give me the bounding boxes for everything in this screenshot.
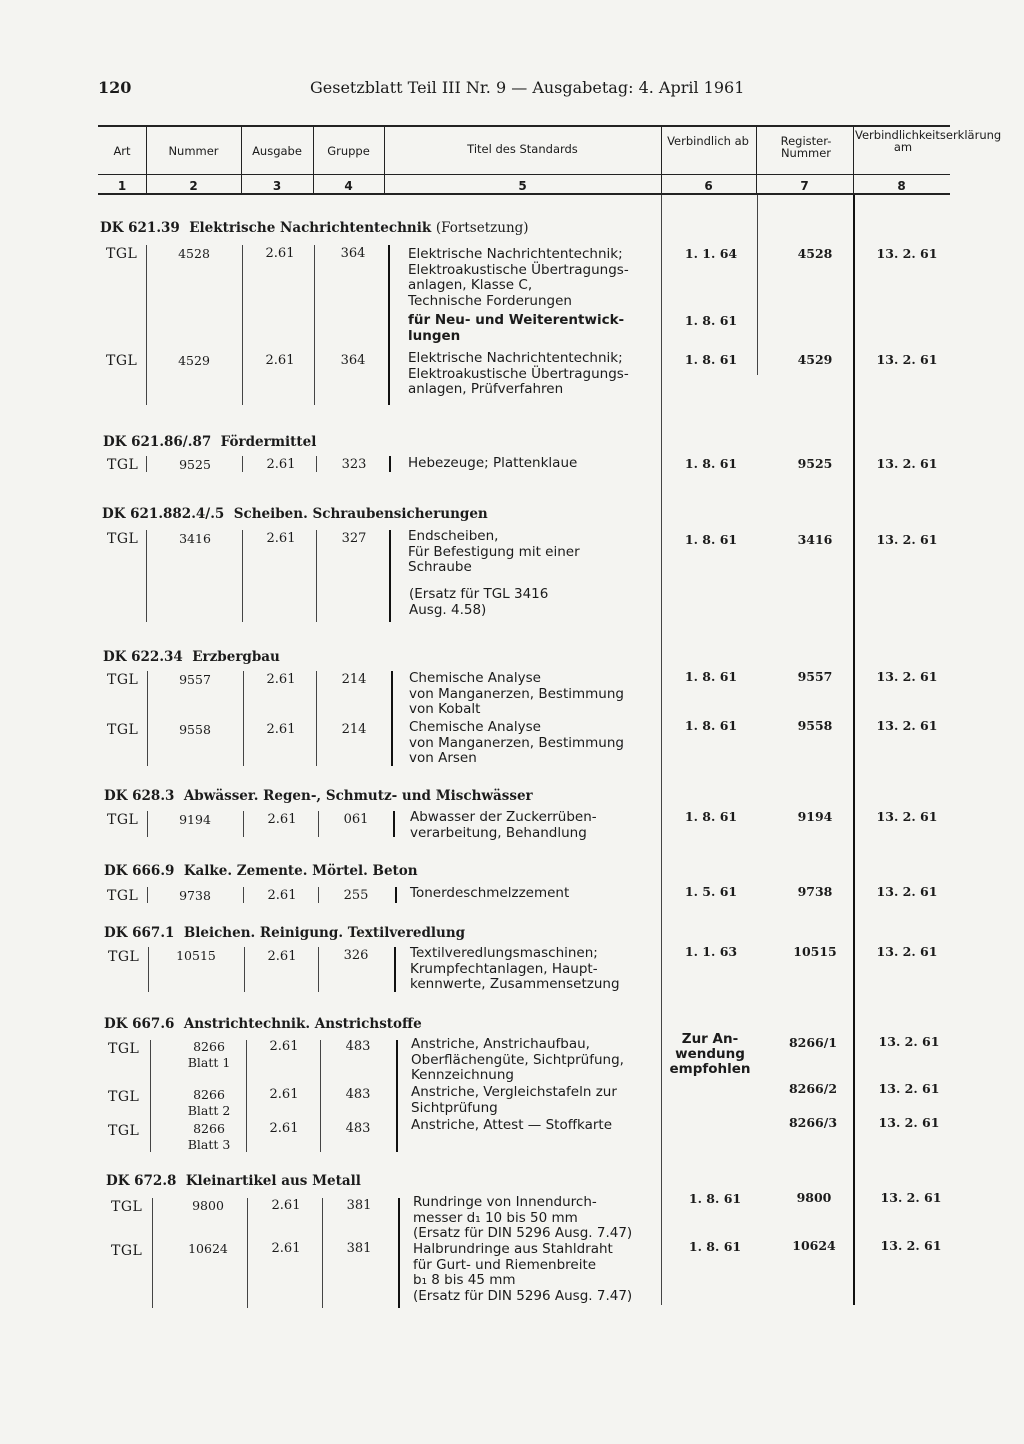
entry-verbindlich: 1. 8. 61	[684, 313, 738, 328]
entry-gruppe: 214	[341, 722, 367, 737]
col-num-2: 2	[189, 179, 198, 193]
entry-erklaerung: 13. 2. 61	[876, 456, 938, 471]
entry-titel: Chemische Analyse von Manganerzen, Bestimmung von Kobalt	[409, 670, 624, 717]
entry-gruppe: 061	[343, 812, 369, 827]
entry-nummer: 9525	[179, 457, 211, 472]
entry-titel: Chemische Analyse von Manganerzen, Bestimmung von Arsen	[409, 719, 624, 766]
entry-ausgabe: 2.61	[266, 722, 296, 737]
entry-art: TGL	[111, 1199, 143, 1215]
entry-art: TGL	[107, 672, 139, 688]
section-title: DK 621.86/.87 Fördermittel	[103, 434, 317, 450]
entry-gruppe: 483	[345, 1039, 371, 1054]
entry-note: (Ersatz für TGL 3416 Ausg. 4.58)	[409, 586, 549, 618]
entry-verbindlich: 1. 1. 63	[684, 944, 738, 959]
entry-titel: Anstriche, Vergleichstafeln zur Sichtprüfung	[411, 1084, 617, 1116]
entry-verbindlich: 1. 8. 61	[684, 809, 738, 824]
col-label-erklaerung: Verbindlichkeitserklärung am	[855, 128, 1002, 154]
section-title: DK 672.8 Kleinartikel aus Metall	[106, 1173, 361, 1189]
column-header	[98, 125, 1002, 195]
entry-titel: Textilveredlungsmaschinen; Krumpfechtanlagen, Haupt- kennwerte, Zusammensetzung	[410, 945, 620, 992]
entry-register: 9558	[797, 718, 833, 733]
col-num-7: 7	[800, 179, 809, 193]
section-title: DK 621.882.4/.5 Scheiben. Schraubensicherungen	[102, 506, 488, 522]
section-title: DK 621.39 Elektrische Nachrichtentechnik (Fortsetzung)	[100, 220, 529, 236]
entry-art: TGL	[107, 531, 139, 547]
entry-erklaerung: 13. 2. 61	[876, 352, 938, 367]
col-label-titel: Titel des Standards	[467, 142, 578, 156]
entry-register: 4528	[797, 246, 833, 261]
entry-erklaerung: 13. 2. 61	[878, 1034, 940, 1049]
entry-erklaerung: 13. 2. 61	[876, 944, 938, 959]
entry-erklaerung: 13. 2. 61	[876, 718, 938, 733]
entry-gruppe: 326	[343, 948, 369, 963]
col-label-ausgabe: Ausgabe	[252, 144, 302, 158]
recommended-note: Zur An- wendung empfohlen	[669, 1031, 751, 1077]
col-num-4: 4	[344, 179, 353, 193]
entry-register: 9525	[797, 456, 833, 471]
col-num-6: 6	[704, 179, 713, 193]
col-label-art: Art	[113, 144, 131, 158]
entry-art: TGL	[106, 246, 138, 262]
entry-art: TGL	[108, 1123, 140, 1139]
entry-titel: für Neu- und Weiterentwick- lungen	[408, 312, 625, 344]
entry-titel: Abwasser der Zuckerrüben- verarbeitung, Behandlung	[410, 809, 597, 841]
entry-verbindlich: 1. 8. 61	[684, 718, 738, 733]
entry-verbindlich: 1. 8. 61	[688, 1239, 742, 1254]
entry-nummer: 9738	[179, 888, 211, 903]
entry-gruppe: 483	[345, 1087, 371, 1102]
entry-nummer: 9194	[179, 812, 211, 827]
entry-register: 3416	[797, 532, 833, 547]
entry-gruppe: 364	[340, 246, 366, 261]
entry-nummer: 3416	[179, 531, 211, 546]
entry-verbindlich: 1. 8. 61	[684, 456, 738, 471]
entry-nummer: 8266 Blatt 1	[187, 1039, 231, 1070]
page-number: 120	[98, 78, 132, 97]
entry-register: 9738	[797, 884, 833, 899]
entry-gruppe: 323	[341, 457, 367, 472]
entry-ausgabe: 2.61	[269, 1121, 299, 1136]
entry-art: TGL	[107, 812, 139, 828]
entry-nummer: 10624	[188, 1241, 228, 1256]
entry-erklaerung: 13. 2. 61	[878, 1081, 940, 1096]
entry-erklaerung: 13. 2. 61	[876, 532, 938, 547]
entry-verbindlich: 1. 8. 61	[684, 532, 738, 547]
entry-verbindlich: 1. 8. 61	[688, 1191, 742, 1206]
entry-nummer: 9558	[179, 722, 211, 737]
entry-nummer: 9800	[192, 1198, 224, 1213]
col-label-verbindlich: Verbindlich ab	[667, 134, 749, 148]
entry-erklaerung: 13. 2. 61	[876, 669, 938, 684]
entry-titel: Anstriche, Attest — Stoffkarte	[411, 1117, 613, 1133]
entry-register: 8266/2	[788, 1081, 838, 1096]
entry-register: 10624	[792, 1238, 836, 1253]
entry-register: 9194	[797, 809, 833, 824]
column-rule	[757, 195, 758, 375]
entry-erklaerung: 13. 2. 61	[876, 809, 938, 824]
entry-titel: Hebezeuge; Plattenklaue	[408, 455, 578, 471]
entry-verbindlich: 1. 5. 61	[684, 884, 738, 899]
entry-register: 10515	[793, 944, 837, 959]
section-title: DK 628.3 Abwässer. Regen-, Schmutz- und Mischwässer	[104, 788, 533, 804]
entry-art: TGL	[107, 888, 139, 904]
entry-gruppe: 327	[341, 531, 367, 546]
entry-gruppe: 255	[343, 888, 369, 903]
entry-ausgabe: 2.61	[267, 812, 297, 827]
entry-titel: Elektrische Nachrichtentechnik; Elektroakustische Übertragungs- anlagen, Klasse C, Technische Forderungen	[408, 246, 629, 309]
col-label-gruppe: Gruppe	[327, 144, 370, 158]
entry-ausgabe: 2.61	[269, 1087, 299, 1102]
entry-ausgabe: 2.61	[271, 1198, 301, 1213]
entry-art: TGL	[106, 353, 138, 369]
entry-nummer: 10515	[176, 948, 216, 963]
entry-gruppe: 381	[346, 1241, 372, 1256]
col-num-1: 1	[117, 179, 127, 193]
entry-ausgabe: 2.61	[271, 1241, 301, 1256]
entry-art: TGL	[111, 1243, 143, 1259]
col-num-5: 5	[518, 179, 527, 193]
running-title: Gesetzblatt Teil III Nr. 9 — Ausgabetag: 4. April 1961	[310, 78, 745, 97]
entry-register: 9800	[796, 1190, 832, 1205]
entry-titel: Rundringe von Innendurch- messer d₁ 10 bis 50 mm (Ersatz für DIN 5296 Ausg. 7.47)	[413, 1194, 633, 1241]
entry-titel: Anstriche, Anstrichaufbau, Oberflächengüte, Sichtprüfung, Kennzeichnung	[411, 1036, 624, 1083]
section-title: DK 667.6 Anstrichtechnik. Anstrichstoffe	[104, 1016, 422, 1032]
entry-erklaerung: 13. 2. 61	[880, 1190, 942, 1205]
entry-art: TGL	[108, 1041, 140, 1057]
entry-nummer: 8266 Blatt 3	[187, 1121, 231, 1152]
entry-ausgabe: 2.61	[266, 531, 296, 546]
section-title: DK 622.34 Erzbergbau	[103, 649, 280, 665]
entry-gruppe: 214	[341, 672, 367, 687]
entry-art: TGL	[107, 722, 139, 738]
entry-art: TGL	[108, 949, 140, 965]
entry-nummer: 4529	[178, 353, 210, 368]
entry-ausgabe: 2.61	[265, 353, 295, 368]
entry-erklaerung: 13. 2. 61	[878, 1115, 940, 1130]
entry-verbindlich: 1. 8. 61	[684, 352, 738, 367]
entry-nummer: 8266 Blatt 2	[187, 1087, 231, 1118]
col-num-3: 3	[272, 179, 282, 193]
entry-ausgabe: 2.61	[265, 246, 295, 261]
entry-titel: Halbrundringe aus Stahldraht für Gurt- und Riemenbreite b₁ 8 bis 45 mm (Ersatz für DIN 5296 Ausg. 7.47)	[413, 1241, 633, 1304]
entry-register: 9557	[797, 669, 833, 684]
entry-gruppe: 483	[345, 1121, 371, 1136]
entry-erklaerung: 13. 2. 61	[876, 246, 938, 261]
entry-titel: Endscheiben, Für Befestigung mit einer Schraube	[408, 528, 580, 575]
col-label-register: Register-Nummer	[780, 134, 832, 160]
entry-ausgabe: 2.61	[269, 1039, 299, 1054]
entry-verbindlich: 1. 8. 61	[684, 669, 738, 684]
entry-gruppe: 381	[346, 1198, 372, 1213]
entry-verbindlich: 1. 1. 64	[684, 246, 738, 261]
entry-gruppe: 364	[340, 353, 366, 368]
col-num-8: 8	[897, 179, 906, 193]
col-label-nummer: Nummer	[168, 144, 219, 158]
entry-ausgabe: 2.61	[267, 949, 297, 964]
entry-art: TGL	[108, 1089, 140, 1105]
page-header	[98, 78, 948, 102]
entry-nummer: 4528	[178, 246, 210, 261]
entry-ausgabe: 2.61	[267, 888, 297, 903]
entry-ausgabe: 2.61	[266, 672, 296, 687]
section-title: DK 667.1 Bleichen. Reinigung. Textilveredlung	[104, 925, 466, 941]
section-title: DK 666.9 Kalke. Zemente. Mörtel. Beton	[104, 863, 418, 879]
entry-erklaerung: 13. 2. 61	[876, 884, 938, 899]
entry-register: 8266/1	[788, 1035, 838, 1050]
entry-art: TGL	[107, 457, 139, 473]
entry-register: 4529	[797, 352, 833, 367]
entry-titel: Tonerdeschmelzzement	[410, 885, 570, 901]
entry-titel: Elektrische Nachrichtentechnik; Elektroakustische Übertragungs- anlagen, Prüfverfahren	[408, 350, 629, 397]
entry-register: 8266/3	[788, 1115, 838, 1130]
entry-ausgabe: 2.61	[266, 457, 296, 472]
entry-nummer: 9557	[179, 672, 211, 687]
entry-erklaerung: 13. 2. 61	[880, 1238, 942, 1253]
